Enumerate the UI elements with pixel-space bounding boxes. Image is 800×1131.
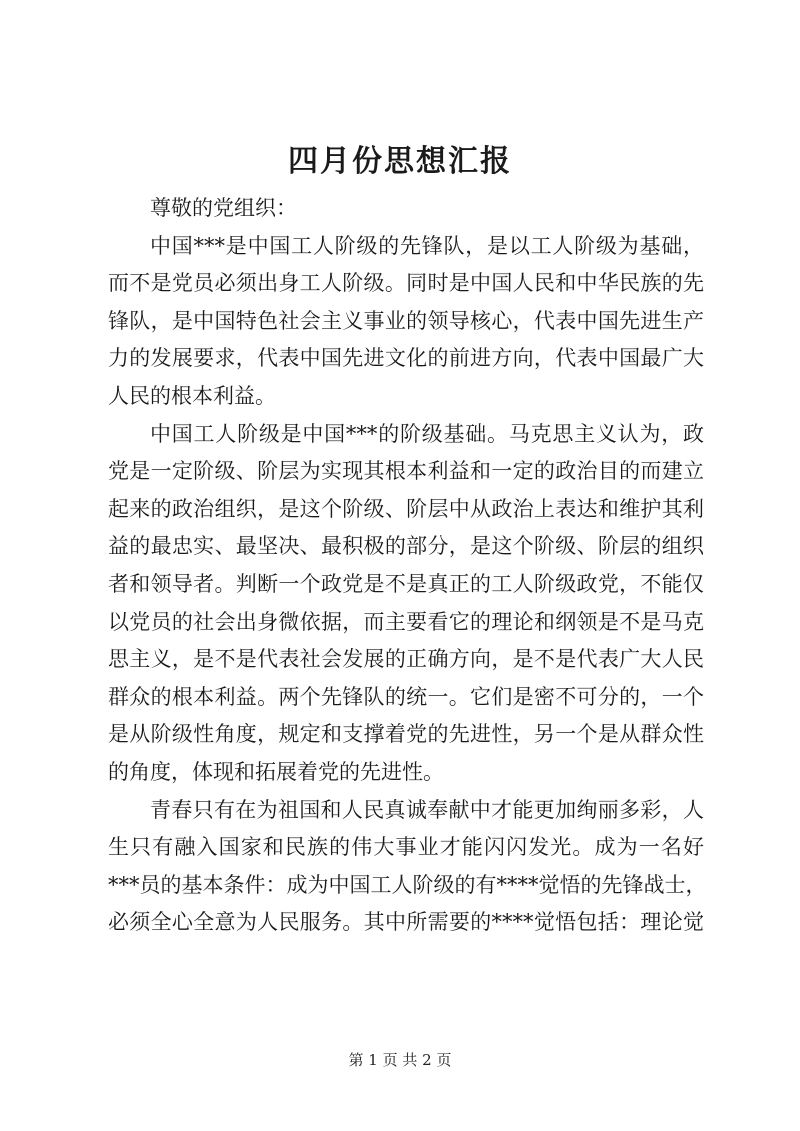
text-line: 青春只有在为祖国和人民真诚奉献中才能更加绚丽多彩，人: [150, 797, 704, 822]
text-line: 是从阶级性角度，规定和支撑着党的先进性，另一个是从群众性: [108, 722, 704, 747]
text-line: 人民的根本利益。: [108, 383, 276, 408]
text-line: 起来的政治组织，是这个阶级、阶层中从政治上表达和维护其利: [108, 496, 704, 521]
text-line: 尊敬的党组织：: [150, 196, 297, 220]
text-line: 锋队，是中国特色社会主义事业的领导核心，代表中国先进生产: [108, 308, 704, 333]
text-line: 中国工人阶级是中国***的阶级基础。马克思主义认为，政: [150, 421, 704, 446]
text-line: 思主义，是不是代表社会发展的正确方向，是不是代表广大人民: [108, 647, 704, 672]
document-body: [108, 190, 707, 942]
text-line: 而不是党员必须出身工人阶级。同时是中国人民和中华民族的先: [108, 271, 704, 296]
text-line: ***员的基本条件：成为中国工人阶级的有****觉悟的先锋战士，: [108, 872, 707, 897]
text-line: 生只有融入国家和民族的伟大事业才能闪闪发光。成为一名好: [108, 835, 704, 860]
text-line: 中国***是中国工人阶级的先锋队，是以工人阶级为基础，: [150, 233, 704, 258]
page-footer: 第 1 页 共 2 页: [348, 1051, 452, 1069]
text-line: 必须全心全意为人民服务。其中所需要的****觉悟包括：理论觉: [108, 910, 704, 935]
text-line: 群众的根本利益。两个先锋队的统一。它们是密不可分的，一个: [108, 684, 704, 709]
text-line: 的角度，体现和拓展着党的先进性。: [108, 759, 444, 784]
text-line: 者和领导者。判断一个政党是不是真正的工人阶级政党，不能仅: [108, 571, 704, 596]
document-title: 四月份思想汇报: [288, 144, 512, 179]
text-line: 益的最忠实、最坚决、最积极的部分，是这个阶级、阶层的组织: [108, 534, 704, 559]
text-line: 以党员的社会出身微依据，而主要看它的理论和纲领是不是马克: [108, 609, 704, 634]
text-line: 力的发展要求，代表中国先进文化的前进方向，代表中国最广大: [108, 346, 704, 371]
text-line: 党是一定阶级、阶层为实现其根本利益和一定的政治目的而建立: [108, 459, 704, 484]
